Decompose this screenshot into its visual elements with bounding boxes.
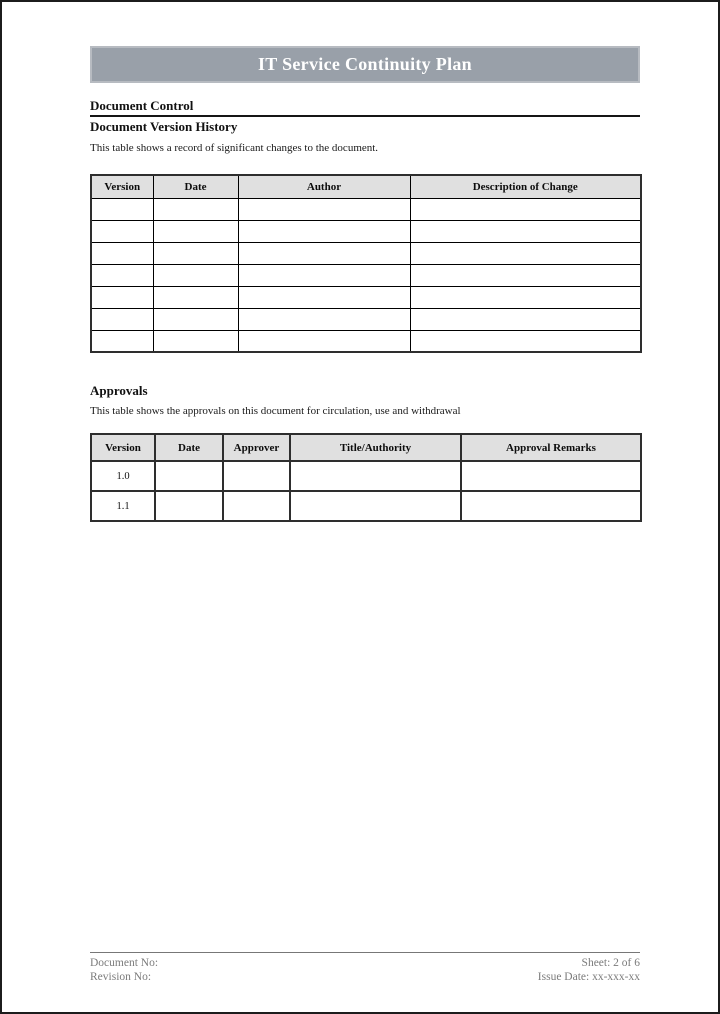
header-approval-remarks: Approval Remarks [461, 434, 641, 461]
header-version: Version [91, 175, 153, 198]
approvals-heading: Approvals [90, 383, 148, 398]
approval-remarks-cell[interactable] [461, 491, 641, 521]
title-authority-cell[interactable] [290, 461, 461, 491]
header-author: Author [238, 175, 410, 198]
date-cell[interactable] [153, 286, 238, 308]
version-history-description: This table shows a record of significant changes to the document. [90, 142, 379, 154]
date-cell[interactable] [153, 220, 238, 242]
author-cell[interactable] [238, 308, 410, 330]
approvals-description: This table shows the approvals on this document for circulation, use and withdrawal [90, 405, 461, 417]
version-history-header-row [91, 175, 641, 198]
author-cell[interactable] [238, 242, 410, 264]
approvals-table [90, 433, 642, 522]
approvals-header-row [91, 434, 641, 461]
date-cell[interactable] [153, 242, 238, 264]
description-cell[interactable] [410, 242, 641, 264]
author-cell[interactable] [238, 330, 410, 352]
table-row [91, 220, 641, 242]
header-date: Date [153, 175, 238, 198]
document-no-label: Document No: [90, 957, 159, 969]
issue-date-label: Issue Date: xx-xxx-xx [537, 971, 640, 983]
author-cell[interactable] [238, 286, 410, 308]
version-cell[interactable] [91, 330, 153, 352]
sheet-label: Sheet: 2 of 6 [581, 957, 640, 969]
description-cell[interactable] [410, 330, 641, 352]
version-cell[interactable] [91, 242, 153, 264]
date-cell[interactable] [155, 491, 223, 521]
date-cell[interactable] [153, 264, 238, 286]
date-cell[interactable] [153, 198, 238, 220]
approver-cell[interactable] [223, 491, 290, 521]
title-banner [90, 46, 640, 83]
header-version: Version [91, 434, 155, 461]
version-cell[interactable] [91, 198, 153, 220]
date-cell[interactable] [153, 308, 238, 330]
description-cell[interactable] [410, 286, 641, 308]
table-row [91, 264, 641, 286]
footer-right [538, 956, 640, 984]
description-cell[interactable] [410, 264, 641, 286]
header-title-authority: Title/Authority [290, 434, 461, 461]
approval-row [91, 491, 641, 521]
revision-no-label: Revision No: [90, 971, 152, 983]
author-cell[interactable] [238, 220, 410, 242]
table-row [91, 308, 641, 330]
table-row [91, 198, 641, 220]
table-row [91, 286, 641, 308]
approver-cell[interactable] [223, 461, 290, 491]
approval-remarks-cell[interactable] [461, 461, 641, 491]
table-row [91, 242, 641, 264]
author-cell[interactable] [238, 264, 410, 286]
version-cell[interactable] [91, 286, 153, 308]
description-cell[interactable] [410, 308, 641, 330]
version-history-heading: Document Version History [90, 119, 238, 134]
page-title: IT Service Continuity Plan [258, 54, 472, 74]
header-approver: Approver [223, 434, 290, 461]
table-row [91, 330, 641, 352]
title-authority-cell[interactable] [290, 491, 461, 521]
author-cell[interactable] [238, 198, 410, 220]
version-cell[interactable] [91, 220, 153, 242]
version-history-table [90, 174, 642, 353]
version-cell[interactable] [91, 264, 153, 286]
footer-left [90, 956, 158, 984]
header-date: Date [155, 434, 223, 461]
page-footer [90, 952, 640, 984]
date-cell[interactable] [155, 461, 223, 491]
description-cell[interactable] [410, 198, 641, 220]
version-value: 1.1 [91, 491, 155, 521]
date-cell[interactable] [153, 330, 238, 352]
document-control-heading: Document Control [90, 98, 640, 117]
header-description-of-change: Description of Change [410, 175, 641, 198]
description-cell[interactable] [410, 220, 641, 242]
version-cell[interactable] [91, 308, 153, 330]
approval-row [91, 461, 641, 491]
version-value: 1.0 [91, 461, 155, 491]
